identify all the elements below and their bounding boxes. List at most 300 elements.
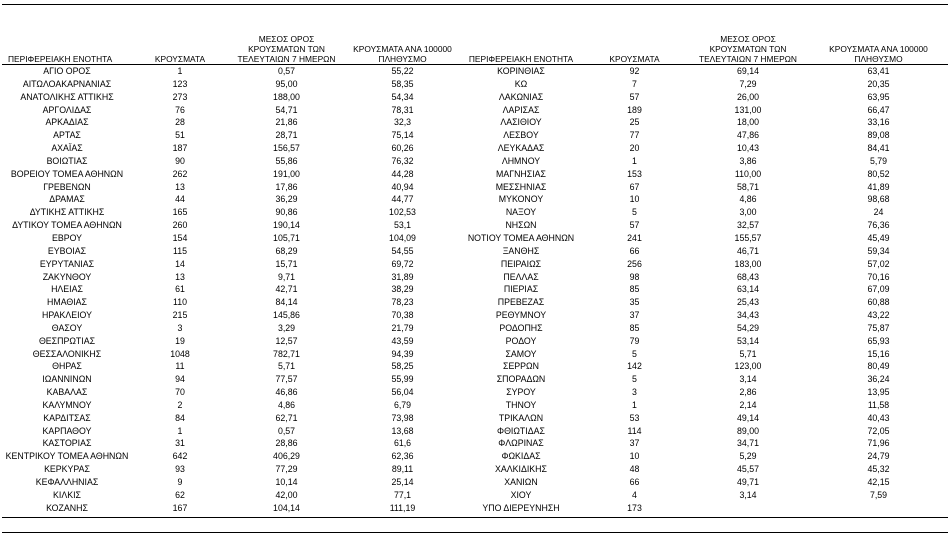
left-region-name-cell: ΚΕΦΑΛΛΗΝΙΑΣ <box>35 477 99 487</box>
right-cases-per-100k-cell <box>809 502 948 515</box>
right-cases-cell: 92 <box>629 66 640 76</box>
left-cases-per-100k-cell: 60,26 <box>391 143 414 154</box>
right-region-name-cell: ΜΥΚΟΝΟΥ <box>498 194 544 205</box>
right-region-name-cell: ΡΟΔΟΠΗΣ <box>499 322 543 333</box>
left-cases-cell: 76 <box>175 104 185 115</box>
left-cases-cell: 13 <box>175 271 185 282</box>
table-body <box>2 65 948 515</box>
right-region-name-cell: ΦΘΙΩΤΙΔΑΣ <box>497 425 545 436</box>
left-region-name-cell: ΕΥΒΟΙΑΣ <box>47 245 87 256</box>
right-cases-per-100k-cell: 45,32 <box>867 464 890 475</box>
left-avg-7-days-cell: 42,00 <box>275 489 298 500</box>
right-region-name-cell: ΛΗΜΝΟΥ <box>501 155 541 166</box>
right-avg-7-days-cell: 110,00 <box>734 168 762 179</box>
left-cases-cell: 44 <box>175 194 185 205</box>
right-cases-cell: 153 <box>627 168 642 179</box>
left-avg-7-days-cell: 28,86 <box>275 438 298 449</box>
left-region-name-cell: ΗΜΑΘΙΑΣ <box>47 297 87 308</box>
header-avg-line3: ΤΕΛΕΥΤΑΙΩΝ 7 ΗΜΕΡΩΝ <box>698 54 797 64</box>
left-cases-per-100k-cell: 21,79 <box>391 322 414 333</box>
left-region-name-cell: ΗΡΑΚΛΕΙΟΥ <box>42 310 92 321</box>
right-cases-cell: 98 <box>629 271 640 282</box>
header-avg-line3: ΤΕΛΕΥΤΑΙΩΝ 7 ΗΜΕΡΩΝ <box>237 54 336 64</box>
left-cases-per-100k-cell: 6,79 <box>393 399 412 410</box>
right-cases-cell: 173 <box>627 502 642 513</box>
right-cases-cell: 256 <box>627 258 642 269</box>
table-row <box>2 181 948 194</box>
right-cases-per-100k-cell: 89,08 <box>867 130 890 141</box>
right-cases-cell: 5 <box>632 374 637 385</box>
left-cases-per-100k-cell: 56,04 <box>391 387 414 398</box>
right-cases-per-100k-cell: 24 <box>873 207 884 218</box>
right-region-name-cell: ΞΑΝΘΗΣ <box>502 245 540 256</box>
right-cases-per-100k-cell: 67,09 <box>867 284 890 295</box>
table-row <box>2 437 948 450</box>
left-cases-per-100k-cell: 55,22 <box>391 66 414 76</box>
left-region-name-cell: ΑΧΑΪΑΣ <box>51 143 83 154</box>
table-row <box>2 258 948 271</box>
left-cases-per-100k-cell: 31,89 <box>391 271 414 282</box>
left-avg-7-days-cell: 36,29 <box>275 194 298 205</box>
left-cases-cell: 215 <box>172 310 188 321</box>
left-cases-per-100k-cell: 76,32 <box>391 155 414 166</box>
left-region-name-cell: ΚΟΖΑΝΗΣ <box>46 502 88 513</box>
right-region-name-cell: ΣΠΟΡΑΔΩΝ <box>496 374 546 385</box>
left-region-name-cell: ΔΥΤΙΚΗΣ ΑΤΤΙΚΗΣ <box>29 207 105 218</box>
right-cases-per-100k-cell: 41,89 <box>867 181 890 192</box>
left-cases-cell: 165 <box>172 207 188 218</box>
left-avg-7-days-cell: 17,86 <box>275 181 298 192</box>
left-avg-7-days-cell: 188,00 <box>273 91 300 102</box>
right-cases-cell: 37 <box>629 310 640 321</box>
table-row <box>2 245 948 258</box>
right-avg-7-days-cell: 69,14 <box>736 66 759 76</box>
right-region-name-cell: ΜΕΣΣΗΝΙΑΣ <box>495 181 547 192</box>
left-cases-per-100k-cell: 75,14 <box>391 130 414 141</box>
left-region-name-cell: ΕΒΡΟΥ <box>51 232 83 243</box>
left-avg-7-days-cell: 5,71 <box>277 361 296 372</box>
table-row <box>2 116 948 129</box>
right-avg-7-days-cell: 10,43 <box>736 143 759 154</box>
left-cases-per-100k-cell: 54,55 <box>391 245 414 256</box>
left-avg-7-days-cell: 104,14 <box>273 502 300 513</box>
right-avg-7-days-cell: 3,14 <box>739 374 757 385</box>
left-cases-cell: 84 <box>175 412 185 423</box>
left-region-name-cell: ΑΝΑΤΟΛΙΚΗΣ ΑΤΤΙΚΗΣ <box>20 91 114 102</box>
right-cases-cell: 67 <box>629 181 640 192</box>
left-cases-cell: 3 <box>177 322 183 333</box>
left-cases-cell: 9 <box>177 477 183 487</box>
left-region-name-cell: ΒΟΡΕΙΟΥ ΤΟΜΕΑ ΑΘΗΝΩΝ <box>10 168 124 179</box>
right-region-name-cell: ΝΗΣΩΝ <box>505 220 537 231</box>
right-avg-7-days-cell: 183,00 <box>734 258 762 269</box>
header-avg-line1: ΜΕΣΟΣ ΟΡΟΣ <box>258 34 315 44</box>
header-avg-line2: ΚΡΟΥΣΜΑΤΩΝ ΤΩΝ <box>709 44 787 54</box>
right-cases-per-100k-cell: 42,15 <box>867 477 890 487</box>
top-rule <box>2 4 948 5</box>
right-avg-7-days-cell: 5,29 <box>739 451 757 462</box>
left-cases-cell: 1048 <box>170 348 190 359</box>
header-per100k-left <box>345 25 460 65</box>
table-row <box>2 450 948 463</box>
right-cases-cell: 241 <box>627 232 642 243</box>
left-avg-7-days-cell: 62,71 <box>275 412 298 423</box>
left-region-name-cell: ΒΟΙΩΤΙΑΣ <box>46 155 88 166</box>
left-avg-7-days-cell: 55,86 <box>275 155 298 166</box>
left-avg-7-days-cell: 15,71 <box>275 258 298 269</box>
left-cases-per-100k-cell: 102,53 <box>389 207 416 218</box>
right-region-name-cell: ΝΑΞΟΥ <box>505 207 537 218</box>
right-region-name-cell: ΛΕΣΒΟΥ <box>503 130 539 141</box>
left-region-name-cell: ΙΩΑΝΝΙΝΩΝ <box>42 374 92 385</box>
left-region-name-cell: ΚΑΣΤΟΡΙΑΣ <box>42 438 92 449</box>
left-cases-per-100k-cell: 54,34 <box>391 91 414 102</box>
left-cases-cell: 187 <box>172 143 188 154</box>
left-avg-7-days-cell: 190,14 <box>273 220 300 231</box>
left-region-name-cell: ΑΙΤΩΛΟΑΚΑΡΝΑΝΙΑΣ <box>22 78 112 89</box>
left-region-name-cell: ΚΕΡΚΥΡΑΣ <box>44 464 90 475</box>
right-cases-per-100k-cell: 57,02 <box>867 258 890 269</box>
right-avg-7-days-cell: 123,00 <box>734 361 762 372</box>
left-avg-7-days-cell: 84,14 <box>275 297 298 308</box>
left-region-name-cell: ΘΕΣΠΡΩΤΙΑΣ <box>38 335 96 346</box>
table-row <box>2 65 948 78</box>
right-cases-cell: 53 <box>629 412 640 423</box>
table-row <box>2 219 948 232</box>
right-cases-per-100k-cell: 63,95 <box>867 91 890 102</box>
left-cases-cell: 167 <box>172 502 188 513</box>
right-cases-per-100k-cell: 5,79 <box>869 155 888 166</box>
left-avg-7-days-cell: 105,71 <box>273 232 300 243</box>
table-row <box>2 386 948 399</box>
right-cases-per-100k-cell: 11,58 <box>867 399 890 410</box>
left-cases-per-100k-cell: 69,72 <box>391 258 414 269</box>
table-row <box>2 348 948 361</box>
left-avg-7-days-cell: 156,57 <box>273 143 300 154</box>
left-avg-7-days-cell: 12,57 <box>275 335 298 346</box>
right-cases-per-100k-cell: 45,49 <box>867 232 890 243</box>
right-cases-per-100k-cell: 98,68 <box>867 194 890 205</box>
left-cases-cell: 2 <box>177 399 183 410</box>
left-cases-cell: 90 <box>175 155 185 166</box>
bottom-rule <box>2 517 948 518</box>
right-avg-7-days-cell: 89,00 <box>736 425 759 436</box>
right-region-name-cell: ΛΑΚΩΝΙΑΣ <box>498 91 544 102</box>
right-avg-7-days-cell: 4,86 <box>739 194 757 205</box>
table-row <box>2 155 948 168</box>
right-cases-per-100k-cell: 7,59 <box>869 489 888 500</box>
right-region-name-cell: ΠΙΕΡΙΑΣ <box>503 284 539 295</box>
right-avg-7-days-cell: 155,57 <box>734 232 762 243</box>
left-cases-per-100k-cell: 40,94 <box>391 181 414 192</box>
table-row <box>2 412 948 425</box>
left-cases-per-100k-cell: 77,1 <box>393 489 412 500</box>
left-avg-7-days-cell: 9,71 <box>277 271 296 282</box>
header-avg-line2: ΚΡΟΥΣΜΑΤΩΝ ΤΩΝ <box>248 44 325 54</box>
left-cases-cell: 110 <box>172 297 188 308</box>
left-region-name-cell: ΑΡΚΑΔΙΑΣ <box>45 117 89 128</box>
right-avg-7-days-cell <box>687 502 809 515</box>
right-cases-per-100k-cell: 75,87 <box>867 322 890 333</box>
right-cases-per-100k-cell: 36,24 <box>867 374 890 385</box>
header-per100k-line1: ΚΡΟΥΣΜΑΤΑ ΑΝΑ 100000 <box>353 44 452 54</box>
table-row <box>2 104 948 117</box>
left-region-name-cell: ΓΡΕΒΕΝΩΝ <box>43 181 91 192</box>
left-region-name-cell: ΘΗΡΑΣ <box>52 361 82 372</box>
left-cases-per-100k-cell: 55,99 <box>391 374 414 385</box>
table-row <box>2 193 948 206</box>
right-region-name-cell: ΠΕΙΡΑΙΩΣ <box>500 258 542 269</box>
left-avg-7-days-cell: 28,71 <box>275 130 298 141</box>
right-cases-cell: 114 <box>627 425 642 436</box>
right-cases-per-100k-cell: 59,34 <box>867 245 890 256</box>
left-cases-per-100k-cell: 62,36 <box>391 451 414 462</box>
right-region-name-cell: ΡΕΘΥΜΝΟΥ <box>495 310 547 321</box>
left-avg-7-days-cell: 21,86 <box>275 117 298 128</box>
left-cases-cell: 28 <box>175 117 185 128</box>
right-cases-per-100k-cell: 71,96 <box>867 438 890 449</box>
left-avg-7-days-cell: 68,29 <box>275 245 298 256</box>
right-cases-cell: 35 <box>629 297 640 308</box>
right-avg-7-days-cell: 18,00 <box>736 117 759 128</box>
right-cases-cell: 48 <box>629 464 640 475</box>
right-avg-7-days-cell: 46,71 <box>736 245 759 256</box>
right-cases-cell: 85 <box>629 284 640 295</box>
header-per100k-line1: ΚΡΟΥΣΜΑΤΑ ΑΝΑ 100000 <box>829 44 928 54</box>
left-region-name-cell: ΘΕΣΣΑΛΟΝΙΚΗΣ <box>32 348 102 359</box>
left-cases-cell: 62 <box>175 489 185 500</box>
right-avg-7-days-cell: 5,71 <box>739 348 757 359</box>
footer-rule <box>2 532 948 533</box>
left-region-name-cell: ΚΑΒΑΛΑΣ <box>46 387 88 398</box>
right-cases-per-100k-cell: 13,95 <box>867 387 890 398</box>
header-cases-left: ΚΡΟΥΣΜΑΤΑ <box>154 54 206 64</box>
right-avg-7-days-cell: 54,29 <box>736 322 759 333</box>
header-region-right: ΠΕΡΙΦΕΡΕΙΑΚΗ ΕΝΟΤΗΤΑ <box>468 54 574 64</box>
right-cases-per-100k-cell: 63,41 <box>867 66 890 76</box>
right-region-name-cell: ΠΕΛΛΑΣ <box>503 271 539 282</box>
right-region-name-cell: ΦΩΚΙΔΑΣ <box>501 451 541 462</box>
left-region-name-cell: ΕΥΡΥΤΑΝΙΑΣ <box>39 258 95 269</box>
left-cases-per-100k-cell: 25,14 <box>391 477 414 487</box>
right-region-name-cell: ΣΥΡΟΥ <box>506 387 536 398</box>
right-cases-per-100k-cell: 24,79 <box>867 451 890 462</box>
table-row <box>2 335 948 348</box>
right-avg-7-days-cell: 3,86 <box>739 155 757 166</box>
right-avg-7-days-cell: 53,14 <box>736 335 759 346</box>
left-avg-7-days-cell: 46,86 <box>275 387 298 398</box>
right-cases-cell: 79 <box>629 335 640 346</box>
header-per100k-line2: ΠΛΗΘΥΣΜΟ <box>378 54 427 64</box>
right-region-name-cell: ΤΗΝΟΥ <box>505 399 537 410</box>
right-avg-7-days-cell: 49,71 <box>736 477 759 487</box>
left-cases-per-100k-cell: 104,09 <box>389 232 416 243</box>
right-cases-per-100k-cell: 84,41 <box>867 143 890 154</box>
left-cases-cell: 51 <box>175 130 185 141</box>
left-cases-cell: 1 <box>177 66 183 76</box>
table-row <box>2 296 948 309</box>
right-cases-cell: 66 <box>629 245 640 256</box>
left-avg-7-days-cell: 95,00 <box>275 78 298 89</box>
header-avg-left <box>228 25 345 65</box>
table-row <box>2 168 948 181</box>
header-region-left: ΠΕΡΙΦΕΡΕΙΑΚΗ ΕΝΟΤΗΤΑ <box>8 54 113 64</box>
left-region-name-cell: ΑΡΓΟΛΙΔΑΣ <box>42 104 92 115</box>
left-cases-cell: 13 <box>175 181 185 192</box>
right-cases-cell: 57 <box>629 220 640 231</box>
right-cases-cell: 20 <box>629 143 640 154</box>
left-avg-7-days-cell: 782,71 <box>273 348 300 359</box>
left-avg-7-days-cell: 90,86 <box>275 207 298 218</box>
left-cases-cell: 93 <box>175 464 185 475</box>
right-region-name-cell: ΛΑΡΙΣΑΣ <box>502 104 540 115</box>
left-region-name-cell: ΚΙΛΚΙΣ <box>53 489 81 500</box>
left-region-name-cell: ΑΡΤΑΣ <box>53 130 81 141</box>
right-region-name-cell: ΛΕΥΚΑΔΑΣ <box>497 143 545 154</box>
left-cases-cell: 31 <box>175 438 185 449</box>
right-cases-cell: 4 <box>632 489 637 500</box>
left-cases-cell: 123 <box>172 78 188 89</box>
right-region-name-cell: ΦΛΩΡΙΝΑΣ <box>498 438 544 449</box>
right-avg-7-days-cell: 3,00 <box>739 207 757 218</box>
right-region-name-cell: ΥΠΟ ΔΙΕΡΕΥΝΗΣΗ <box>482 502 560 513</box>
left-cases-cell: 262 <box>172 168 188 179</box>
table-row <box>2 142 948 155</box>
header-per100k-right <box>809 25 948 65</box>
right-cases-cell: 1 <box>632 399 637 410</box>
right-avg-7-days-cell: 47,86 <box>736 130 759 141</box>
left-cases-per-100k-cell: 78,23 <box>391 297 414 308</box>
left-cases-cell: 260 <box>172 220 188 231</box>
right-avg-7-days-cell: 63,14 <box>736 284 759 295</box>
right-cases-per-100k-cell: 70,16 <box>867 271 890 282</box>
left-avg-7-days-cell: 191,00 <box>273 168 300 179</box>
right-cases-cell: 25 <box>629 117 640 128</box>
right-avg-7-days-cell: 45,57 <box>736 464 759 475</box>
right-avg-7-days-cell: 49,14 <box>736 412 759 423</box>
left-cases-per-100k-cell: 32,3 <box>393 117 412 128</box>
right-cases-cell: 37 <box>629 438 640 449</box>
right-region-name-cell: ΚΩ <box>514 78 528 89</box>
table-row <box>2 322 948 335</box>
left-cases-per-100k-cell: 94,39 <box>391 348 414 359</box>
right-cases-cell: 189 <box>627 104 642 115</box>
table-row <box>2 502 948 515</box>
left-avg-7-days-cell: 54,71 <box>275 104 298 115</box>
header-cases-right: ΚΡΟΥΣΜΑΤΑ <box>609 54 660 64</box>
right-avg-7-days-cell: 68,43 <box>736 271 759 282</box>
left-avg-7-days-cell: 0,57 <box>277 425 296 436</box>
left-cases-per-100k-cell: 70,38 <box>391 310 414 321</box>
header-row <box>2 25 948 65</box>
right-region-name-cell: ΤΡΙΚΑΛΩΝ <box>498 412 544 423</box>
right-region-name-cell: ΧΑΝΙΩΝ <box>504 477 538 487</box>
right-cases-cell: 7 <box>632 78 637 89</box>
table-row <box>2 476 948 489</box>
right-region-name-cell: ΠΡΕΒΕΖΑΣ <box>497 297 545 308</box>
right-cases-per-100k-cell: 43,22 <box>867 310 890 321</box>
right-avg-7-days-cell: 26,00 <box>736 91 759 102</box>
right-cases-per-100k-cell: 72,05 <box>867 425 890 436</box>
right-cases-per-100k-cell: 66,47 <box>867 104 890 115</box>
right-cases-cell: 85 <box>629 322 640 333</box>
left-region-name-cell: ΚΑΡΔΙΤΣΑΣ <box>43 412 91 423</box>
left-region-name-cell: ΚΑΛΥΜΝΟΥ <box>42 399 92 410</box>
right-cases-per-100k-cell: 40,43 <box>867 412 890 423</box>
table-row <box>2 425 948 438</box>
left-cases-per-100k-cell: 111,19 <box>389 502 416 513</box>
table-row <box>2 91 948 104</box>
left-cases-per-100k-cell: 13,68 <box>391 425 414 436</box>
left-region-name-cell: ΚΑΡΠΑΘΟΥ <box>42 425 92 436</box>
left-avg-7-days-cell: 406,29 <box>273 451 300 462</box>
left-cases-per-100k-cell: 44,77 <box>391 194 414 205</box>
left-avg-7-days-cell: 4,86 <box>277 399 296 410</box>
left-cases-cell: 19 <box>175 335 185 346</box>
right-avg-7-days-cell: 7,29 <box>739 78 757 89</box>
left-avg-7-days-cell: 42,71 <box>275 284 298 295</box>
right-avg-7-days-cell: 2,86 <box>739 387 757 398</box>
table-row <box>2 399 948 412</box>
cases-by-region-table <box>2 25 948 515</box>
right-avg-7-days-cell: 34,71 <box>736 438 759 449</box>
left-region-name-cell: ΘΑΣΟΥ <box>51 322 83 333</box>
table-row <box>2 129 948 142</box>
left-region-name-cell: ΗΛΕΙΑΣ <box>51 284 83 295</box>
left-avg-7-days-cell: 77,57 <box>275 374 298 385</box>
right-cases-cell: 1 <box>632 155 637 166</box>
header-per100k-line2: ΠΛΗΘΥΣΜΟ <box>854 54 903 64</box>
table-row <box>2 232 948 245</box>
left-region-name-cell: ΖΑΚΥΝΘΟΥ <box>42 271 92 282</box>
left-cases-per-100k-cell: 38,29 <box>391 284 414 295</box>
left-cases-per-100k-cell: 44,28 <box>391 168 414 179</box>
left-cases-per-100k-cell: 73,98 <box>391 412 414 423</box>
right-region-name-cell: ΡΟΔΟΥ <box>505 335 537 346</box>
left-cases-per-100k-cell: 78,31 <box>391 104 414 115</box>
left-avg-7-days-cell: 3,29 <box>277 322 296 333</box>
left-cases-cell: 14 <box>175 258 185 269</box>
left-cases-cell: 61 <box>175 284 185 295</box>
right-cases-cell: 5 <box>632 348 637 359</box>
right-region-name-cell: ΧΙΟΥ <box>510 489 532 500</box>
right-avg-7-days-cell: 131,00 <box>734 104 762 115</box>
table-row <box>2 78 948 91</box>
right-region-name-cell: ΜΑΓΝΗΣΙΑΣ <box>496 168 546 179</box>
left-avg-7-days-cell: 145,86 <box>273 310 300 321</box>
table-row <box>2 463 948 476</box>
right-cases-per-100k-cell: 15,16 <box>867 348 890 359</box>
header-rule <box>2 64 948 65</box>
right-avg-7-days-cell: 3,14 <box>739 489 757 500</box>
right-cases-cell: 142 <box>627 361 642 372</box>
right-region-name-cell: ΣΑΜΟΥ <box>505 348 537 359</box>
table-row <box>2 373 948 386</box>
left-cases-per-100k-cell: 61,6 <box>393 438 412 449</box>
left-cases-per-100k-cell: 89,11 <box>391 464 414 475</box>
left-region-name-cell: ΑΓΙΟ ΟΡΟΣ <box>43 66 91 76</box>
left-cases-cell: 273 <box>172 91 188 102</box>
table-row <box>2 271 948 284</box>
right-region-name-cell: ΧΑΛΚΙΔΙΚΗΣ <box>495 464 547 475</box>
left-cases-cell: 642 <box>172 451 188 462</box>
right-cases-per-100k-cell: 33,16 <box>867 117 890 128</box>
right-region-name-cell: ΚΟΡΙΝΘΙΑΣ <box>497 66 545 76</box>
table-row <box>2 309 948 322</box>
right-avg-7-days-cell: 34,43 <box>736 310 759 321</box>
left-cases-cell: 70 <box>175 387 185 398</box>
header-avg-line1: ΜΕΣΟΣ ΟΡΟΣ <box>720 34 776 44</box>
